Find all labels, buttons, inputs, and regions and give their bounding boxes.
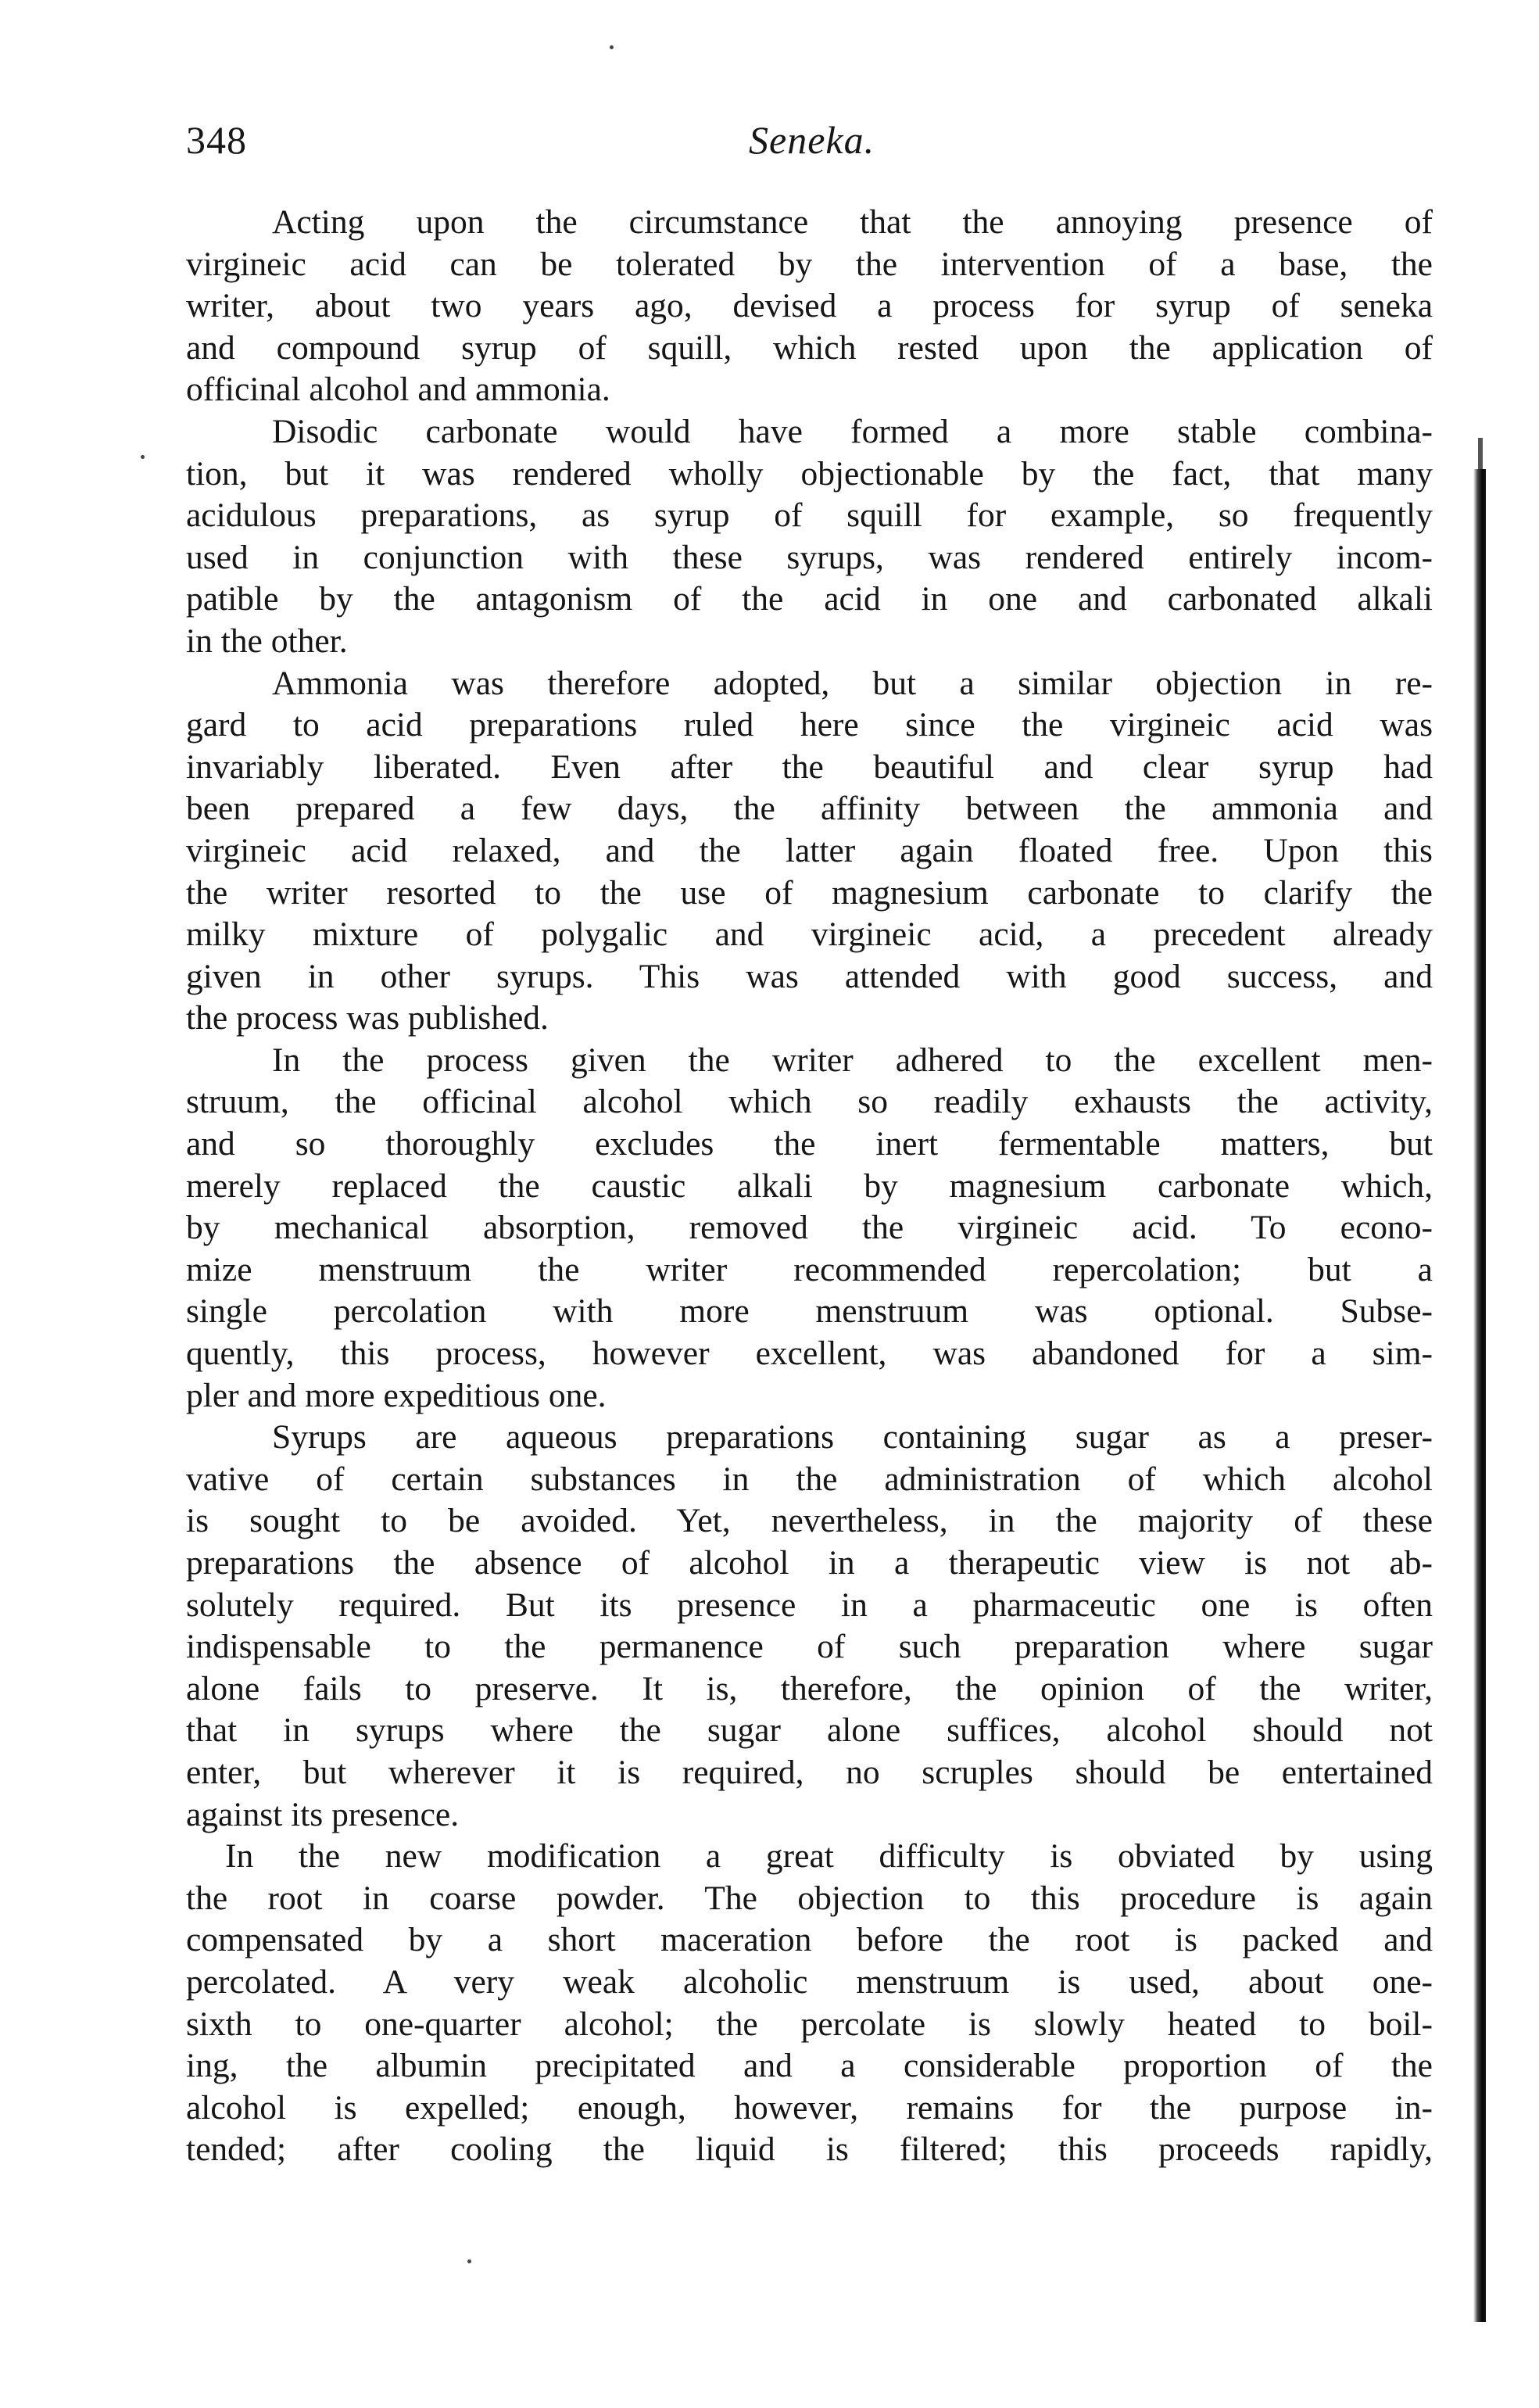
page-header xyxy=(186,117,1437,180)
text-line: virgineic acid can be tolerated by the intervention of a base, the xyxy=(186,245,1433,283)
paragraph xyxy=(186,1836,1433,2171)
paragraph xyxy=(186,663,1433,1040)
text-line: ing, the albumin precipitated and a considerable proportion of the xyxy=(186,2047,1433,2085)
text-line: Ammonia was therefore adopted, but a similar objection in re- xyxy=(272,664,1433,702)
text-line: Syrups are aqueous preparations containing sugar as a preser- xyxy=(272,1418,1433,1457)
text-line: in the other. xyxy=(186,622,348,660)
text-line: pler and more expeditious one. xyxy=(186,1376,607,1414)
text-line: alone fails to preserve. It is, therefore, the opinion of the writer, xyxy=(186,1669,1433,1707)
text-line: and so thoroughly excludes the inert fermentable matters, but xyxy=(186,1125,1433,1163)
scan-speck xyxy=(467,2259,471,2263)
page-edge-shadow xyxy=(1473,469,1486,2322)
text-line: officinal alcohol and ammonia. xyxy=(186,371,610,409)
paragraph xyxy=(186,202,1433,411)
text-line: that in syrups where the sugar alone suffices, alcohol should not xyxy=(186,1711,1433,1750)
text-line: merely replaced the caustic alkali by magnesium carbonate which, xyxy=(186,1166,1433,1205)
text-line: preparations the absence of alcohol in a therapeutic view is not ab- xyxy=(186,1544,1433,1582)
text-line: struum, the officinal alcohol which so readily exhausts the activity, xyxy=(186,1083,1433,1121)
page-number: 348 xyxy=(186,118,247,162)
text-line: In the process given the writer adhered to the excellent men- xyxy=(272,1041,1433,1079)
text-line: Disodic carbonate would have formed a more stable combina- xyxy=(272,412,1433,450)
text-line: virgineic acid relaxed, and the latter again floated free. Upon this xyxy=(186,831,1433,869)
text-line: enter, but wherever it is required, no scruples should be entertained xyxy=(186,1753,1433,1791)
text-line: indispensable to the permanence of such preparation where sugar xyxy=(186,1628,1433,1666)
text-line: mize menstruum the writer recommended repercolation; but a xyxy=(186,1250,1433,1288)
text-line: Acting upon the circumstance that the annoying presence of xyxy=(272,203,1433,241)
text-line: the process was published. xyxy=(186,999,549,1037)
text-line: writer, about two years ago, devised a process for syrup of seneka xyxy=(186,287,1433,325)
scan-speck xyxy=(141,455,145,459)
text-line: quently, this process, however excellent, was abandoned for a sim- xyxy=(186,1335,1433,1373)
text-line: tended; after cooling the liquid is filtered; this proceeds rapidly, xyxy=(186,2130,1433,2169)
paragraph xyxy=(186,1417,1433,1836)
text-line: the writer resorted to the use of magnesium carbonate to clarify the xyxy=(186,873,1433,912)
running-title: Seneka. xyxy=(749,118,875,162)
scan-speck xyxy=(610,45,614,49)
text-line: vative of certain substances in the administration of which alcohol xyxy=(186,1460,1433,1498)
text-line: used in conjunction with these syrups, was rendered entirely incom- xyxy=(186,538,1433,576)
text-line: patible by the antagonism of the acid in one and carbonated alkali xyxy=(186,580,1433,618)
text-line: solutely required. But its presence in a pharmaceutic one is often xyxy=(186,1586,1433,1624)
text-line: In the new modification a great difficulty is obviated by using xyxy=(225,1837,1433,1876)
text-line: alcohol is expelled; enough, however, remains for the purpose in- xyxy=(186,2088,1433,2127)
text-line: the root in coarse powder. The objection to this procedure is again xyxy=(186,1879,1433,1917)
paragraph xyxy=(186,411,1433,663)
text-line: and compound syrup of squill, which rested upon the application of xyxy=(186,328,1433,367)
body-text xyxy=(186,202,1433,2171)
text-line: gard to acid preparations ruled here since the virgineic acid was xyxy=(186,706,1433,744)
text-line: invariably liberated. Even after the beautiful and clear syrup had xyxy=(186,747,1433,786)
text-line: milky mixture of polygalic and virgineic acid, a precedent already xyxy=(186,916,1433,954)
text-line: is sought to be avoided. Yet, nevertheless, in the majority of these xyxy=(186,1502,1433,1540)
text-line: given in other syrups. This was attended with good success, and xyxy=(186,957,1433,995)
text-line: percolated. A very weak alcoholic menstruum is used, about one- xyxy=(186,1962,1433,2001)
text-line: compensated by a short maceration before the root is packed and xyxy=(186,1921,1433,1959)
text-line: by mechanical absorption, removed the virgineic acid. To econo- xyxy=(186,1209,1433,1247)
text-line: acidulous preparations, as syrup of squill for example, so frequently xyxy=(186,496,1433,535)
text-line: tion, but it was rendered wholly objectionable by the fact, that many xyxy=(186,454,1433,493)
text-line: against its presence. xyxy=(186,1795,460,1833)
paragraph xyxy=(186,1040,1433,1417)
text-line: been prepared a few days, the affinity between the ammonia and xyxy=(186,790,1433,828)
text-line: sixth to one-quarter alcohol; the percolate is slowly heated to boil- xyxy=(186,2005,1433,2043)
text-line: single percolation with more menstruum was optional. Subse- xyxy=(186,1292,1433,1331)
